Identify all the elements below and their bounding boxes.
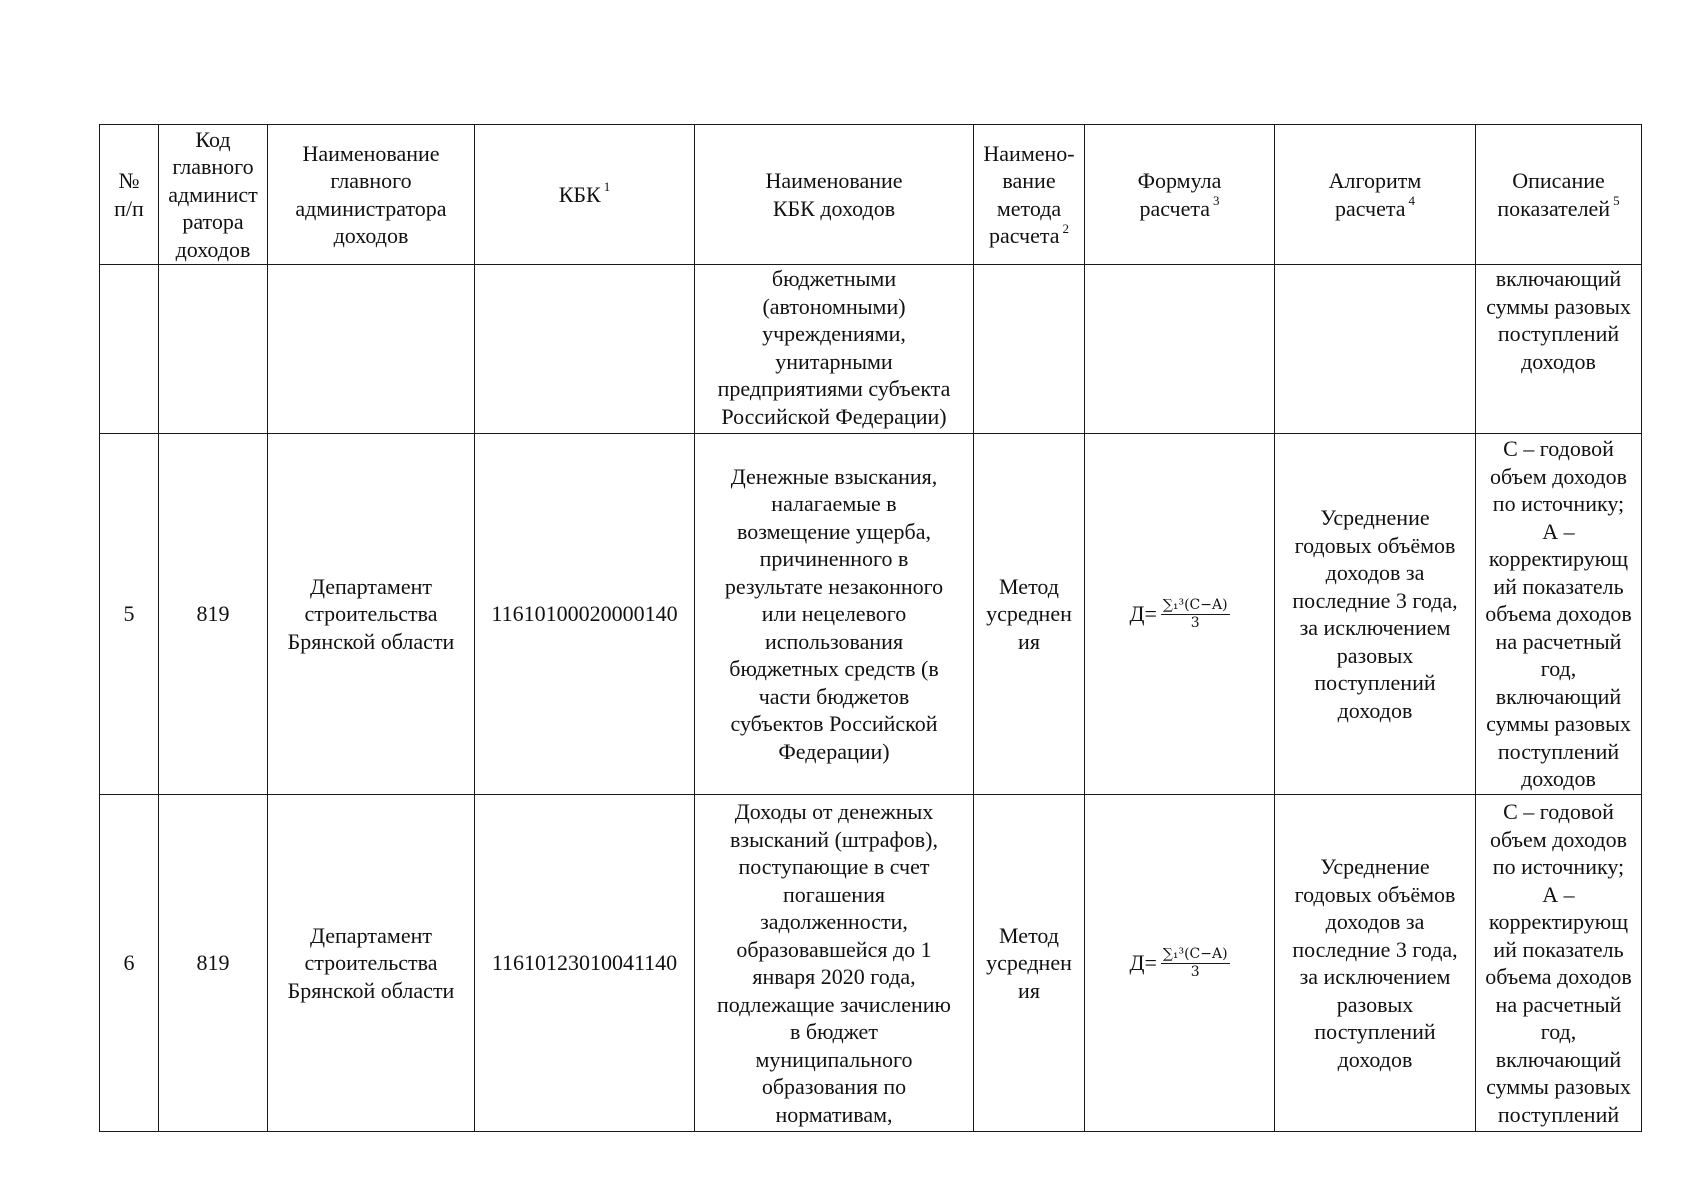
footnote-mark: 1 — [603, 179, 611, 195]
cell-description: включающий суммы разовых поступлений доходов — [1476, 265, 1642, 434]
cell-kbk-name: Доходы от денежных взысканий (штрафов), поступающие в счет погашения задолженности, образовавшейся до 1 января 2020 года, подлежащие зачислению в бюджет муниципального образования по нормативам, — [695, 795, 974, 1132]
formula-fraction — [1161, 597, 1230, 632]
cell-num: 5 — [100, 434, 159, 795]
cell-kbk: 11610100020000140 — [475, 434, 695, 795]
cell-kbk: 11610123010041140 — [475, 795, 695, 1132]
cell-formula — [1085, 795, 1275, 1132]
revenue-calculation-table — [99, 124, 1642, 1132]
table-row-continuation — [100, 265, 1642, 434]
cell-kbk-name: Денежные взыскания, налагаемые в возмещение ущерба, причиненного в результате незаконного или нецелевого использования бюджетных средств (в части бюджетов субъектов Российской Федерации) — [695, 434, 974, 795]
cell-description: С – годовой объем доходов по источнику; А – корректирующ ий показатель объема доходов на расчетный год, включающий суммы разовых поступлений доходов — [1476, 434, 1642, 795]
table-row — [100, 795, 1642, 1132]
cell-method: Метод усреднен ия — [974, 795, 1085, 1132]
cell-algorithm — [1275, 265, 1476, 434]
header-cell-method: Наимено- вание метода расчета $^2$ — [974, 125, 1085, 265]
cell-algorithm: Усреднение годовых объёмов доходов за последние 3 года, за исключением разовых поступлений доходов — [1275, 434, 1476, 795]
cell-admin-code: 819 — [159, 434, 268, 795]
cell-admin-code — [159, 265, 268, 434]
revenue-calculation-table-page — [99, 124, 1641, 1132]
formula-fraction — [1161, 946, 1230, 981]
cell-admin-name: Департамент строительства Брянской области — [268, 434, 475, 795]
averaging-formula — [1129, 597, 1229, 632]
formula-numerator: ∑₁³(C−A) — [1162, 945, 1228, 962]
cell-admin-code: 819 — [159, 795, 268, 1132]
header-row — [100, 125, 1642, 265]
cell-algorithm: Усреднение годовых объёмов доходов за последние 3 года, за исключением разовых поступлений доходов — [1275, 795, 1476, 1132]
averaging-formula — [1129, 946, 1229, 981]
header-cell-kbk: КБК $^1$ — [475, 125, 695, 265]
formula-numerator: ∑₁³(C−A) — [1162, 596, 1228, 613]
formula-lead: Д= — [1129, 950, 1157, 976]
header-cell-admin-name: Наименование главного администратора доходов — [268, 125, 475, 265]
cell-num: 6 — [100, 795, 159, 1132]
cell-method: Метод усреднен ия — [974, 434, 1085, 795]
formula-lead: Д= — [1129, 601, 1157, 627]
header-cell-formula: Формула расчета $^3$ — [1085, 125, 1275, 265]
cell-description: С – годовой объем доходов по источнику; А – корректирующ ий показатель объема доходов на расчетный год, включающий суммы разовых поступлений — [1476, 795, 1642, 1132]
cell-num — [100, 265, 159, 434]
cell-formula — [1085, 265, 1275, 434]
cell-formula — [1085, 434, 1275, 795]
cell-admin-name: Департамент строительства Брянской области — [268, 795, 475, 1132]
cell-admin-name — [268, 265, 475, 434]
header-cell-description: Описание показателей $^5$ — [1476, 125, 1642, 265]
footnote-mark: 3 — [1213, 193, 1220, 209]
header-cell-num: № п/п — [100, 125, 159, 265]
table-row — [100, 434, 1642, 795]
formula-denominator: 3 — [1190, 963, 1200, 980]
cell-kbk-name: бюджетными (автономными) учреждениями, унитарными предприятиями субъекта Российской Федерации) — [695, 265, 974, 434]
cell-kbk — [475, 265, 695, 434]
footnote-mark: 2 — [1062, 220, 1070, 236]
cell-method — [974, 265, 1085, 434]
footnote-mark: 5 — [1613, 193, 1620, 209]
header-cell-admin-code: Код главного админист ратора доходов — [159, 125, 268, 265]
header-cell-kbk-name: Наименование КБК доходов — [695, 125, 974, 265]
footnote-mark: 4 — [1408, 193, 1416, 209]
formula-denominator: 3 — [1190, 614, 1200, 631]
header-cell-algorithm: Алгоритм расчета $^4$ — [1275, 125, 1476, 265]
